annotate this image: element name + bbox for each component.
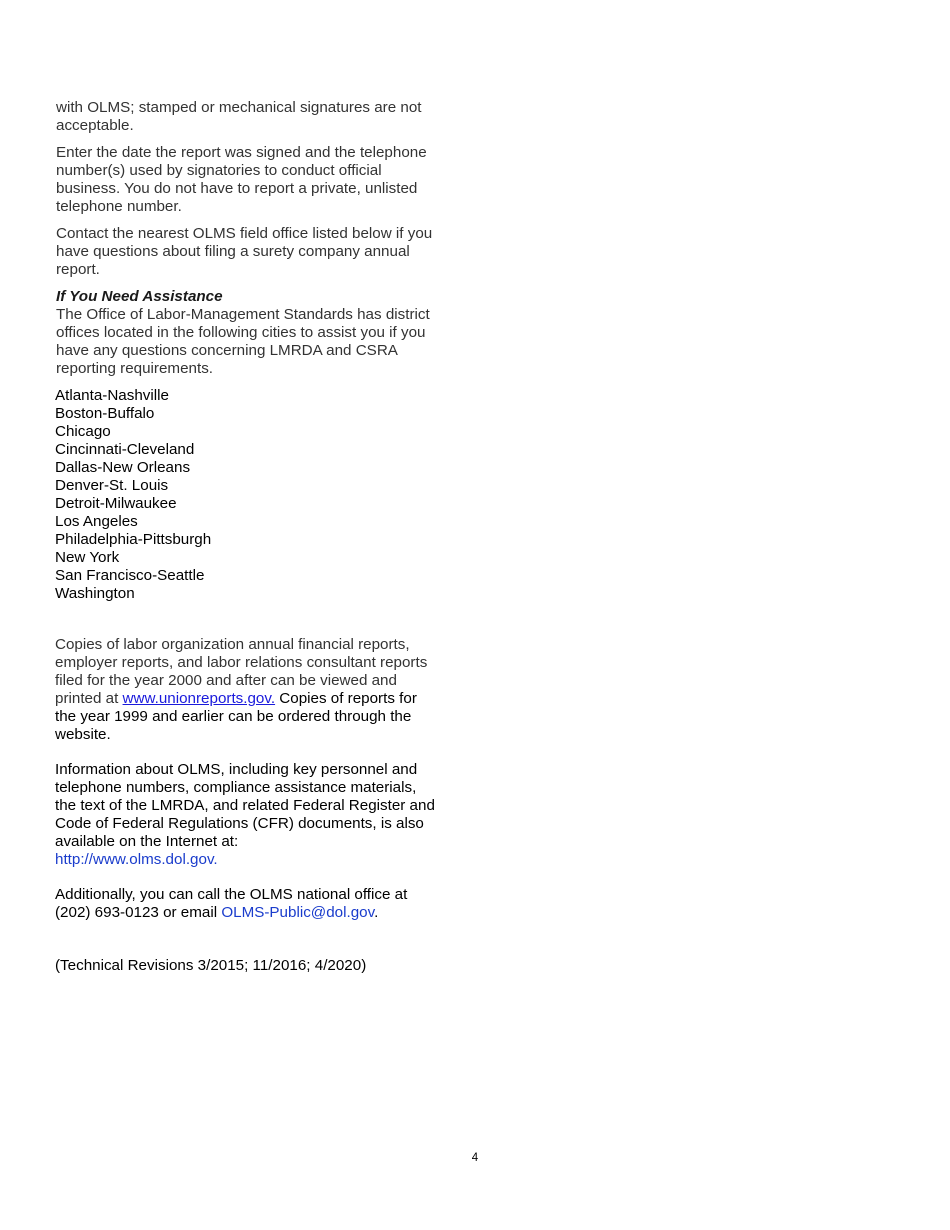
- city-list-item: Denver-St. Louis: [55, 477, 169, 494]
- city-list-item: Philadelphia-Pittsburgh: [55, 531, 212, 548]
- city-list-item: Detroit-Milwaukee: [55, 495, 177, 512]
- district-offices-paragraph: The Office of Labor-Management Standards has district offices located in the following cities to assist you if you have any questions concerning LMRDA and CSRA reporting requirements.: [56, 306, 430, 377]
- national-office-text-end: .: [374, 904, 379, 921]
- city-list-item: Dallas-New Orleans: [55, 459, 191, 476]
- assistance-heading: If You Need Assistance: [56, 288, 223, 305]
- olms-website-link[interactable]: http://www.olms.dol.gov.: [55, 851, 218, 868]
- district-office-city-list: [55, 387, 441, 603]
- copies-paragraph: [55, 636, 441, 744]
- document-column: [56, 99, 441, 975]
- contact-paragraph: Contact the nearest OLMS field office listed below if you have questions about filing a surety company annual report.: [56, 225, 433, 278]
- city-list-item: Cincinnati-Cleveland: [55, 441, 195, 458]
- city-list-item: Atlanta-Nashville: [55, 387, 169, 404]
- city-list-item: Chicago: [55, 423, 111, 440]
- olms-email-link[interactable]: OLMS-Public@dol.gov: [221, 904, 375, 921]
- olms-info-paragraph: [55, 761, 441, 869]
- copies-text-before-link: Copies of labor organization annual financial reports, employer reports, and labor relations consultant reports filed for the year 2000 and after can be viewed and printed at: [55, 636, 428, 707]
- unionreports-link[interactable]: www.unionreports.gov.: [122, 690, 276, 707]
- national-office-paragraph: [55, 886, 441, 922]
- national-office-text: Additionally, you can call the OLMS national office at (202) 693-0123 or email: [55, 886, 408, 921]
- city-list-item: Boston-Buffalo: [55, 405, 155, 422]
- signatures-paragraph: with OLMS; stamped or mechanical signatures are not acceptable.: [56, 99, 422, 134]
- page-number: 4: [471, 1152, 479, 1164]
- copies-text-after-link: Copies of reports for the year 1999 and earlier can be ordered through the website.: [55, 690, 417, 743]
- date-phone-paragraph: Enter the date the report was signed and the telephone number(s) used by signatories to conduct official business. You do not have to report a private, unlisted telephone number.: [56, 144, 427, 215]
- city-list-item: Washington: [55, 585, 135, 602]
- city-list-item: Los Angeles: [55, 513, 138, 530]
- technical-revisions: (Technical Revisions 3/2015; 11/2016; 4/2020): [55, 957, 367, 974]
- olms-info-text: Information about OLMS, including key personnel and telephone numbers, compliance assistance materials, the text of the LMRDA, and related Federal Register and Code of Federal Regulations (CFR) documents, is also available on the Internet at:: [55, 761, 435, 850]
- city-list-item: New York: [55, 549, 120, 566]
- city-list-item: San Francisco-Seattle: [55, 567, 205, 584]
